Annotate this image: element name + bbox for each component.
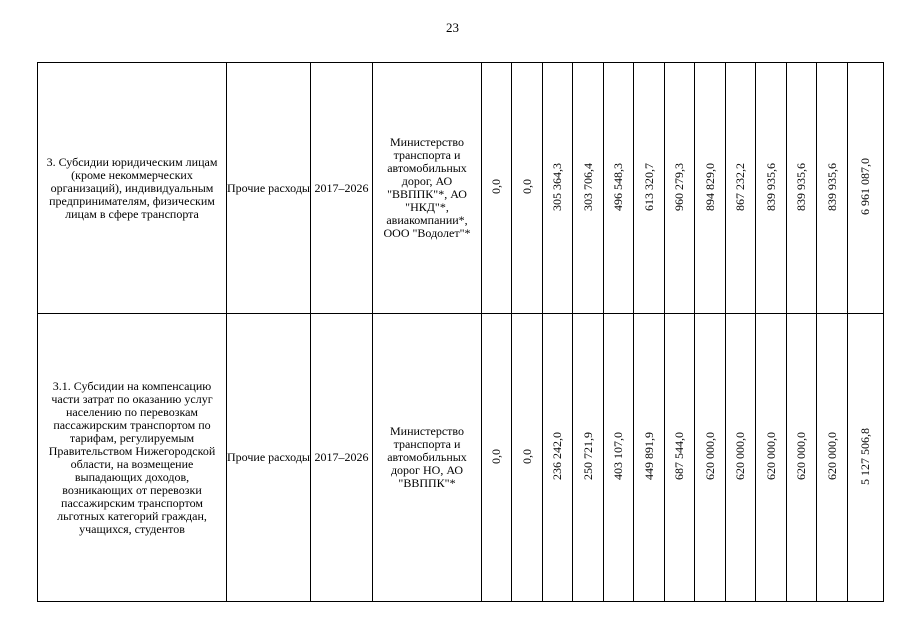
value-cell: 303 706,4 bbox=[573, 63, 604, 314]
value-cell: 0,0 bbox=[482, 314, 512, 602]
row-name: 3.1. Субсидии на компенсацию части затрат по оказанию услуг населению по перевозкам пассажирским транспортом по тарифам, регулируемым Правительством Нижегородской области, на возмещение выпадающих доходов, возникающих от перевозки пассажирским транспортом льготных категорий граждан, учащихся, студентов bbox=[38, 314, 227, 602]
total-cell: 6 961 087,0 bbox=[848, 63, 884, 314]
value-cell: 839 935,6 bbox=[787, 63, 817, 314]
period: 2017–2026 bbox=[311, 314, 373, 602]
value-cell: 305 364,3 bbox=[543, 63, 573, 314]
value-cell: 960 279,3 bbox=[665, 63, 695, 314]
expense-type: Прочие расходы bbox=[227, 63, 311, 314]
value-cell: 620 000,0 bbox=[817, 314, 848, 602]
period: 2017–2026 bbox=[311, 63, 373, 314]
row-name: 3. Субсидии юридическим лицам (кроме некоммерческих организаций), индивидуальным предпринимателям, физическим лицам в сфере транспорта bbox=[38, 63, 227, 314]
value-cell: 687 544,0 bbox=[665, 314, 695, 602]
executor: Министерство транспорта и автомобильных дорог, АО "ВВППК"*, АО "НКД"*, авиакомпании*, ООО "Водолет"* bbox=[373, 63, 482, 314]
value-cell: 620 000,0 bbox=[756, 314, 787, 602]
table-row bbox=[38, 63, 884, 314]
value-cell: 894 829,0 bbox=[695, 63, 726, 314]
value-cell: 403 107,0 bbox=[604, 314, 634, 602]
value-cell: 867 232,2 bbox=[726, 63, 756, 314]
expense-type: Прочие расходы bbox=[227, 314, 311, 602]
value-cell: 839 935,6 bbox=[817, 63, 848, 314]
value-cell: 620 000,0 bbox=[726, 314, 756, 602]
executor: Министерство транспорта и автомобильных дорог НО, АО "ВВППК"* bbox=[373, 314, 482, 602]
value-cell: 0,0 bbox=[512, 63, 543, 314]
value-cell: 496 548,3 bbox=[604, 63, 634, 314]
value-cell: 620 000,0 bbox=[787, 314, 817, 602]
total-cell: 5 127 506,8 bbox=[848, 314, 884, 602]
value-cell: 449 891,9 bbox=[634, 314, 665, 602]
value-cell: 839 935,6 bbox=[756, 63, 787, 314]
value-cell: 620 000,0 bbox=[695, 314, 726, 602]
table-row bbox=[38, 314, 884, 602]
value-cell: 0,0 bbox=[482, 63, 512, 314]
value-cell: 613 320,7 bbox=[634, 63, 665, 314]
page-number: 23 bbox=[446, 20, 459, 35]
budget-table bbox=[37, 62, 884, 602]
value-cell: 0,0 bbox=[512, 314, 543, 602]
value-cell: 236 242,0 bbox=[543, 314, 573, 602]
value-cell: 250 721,9 bbox=[573, 314, 604, 602]
